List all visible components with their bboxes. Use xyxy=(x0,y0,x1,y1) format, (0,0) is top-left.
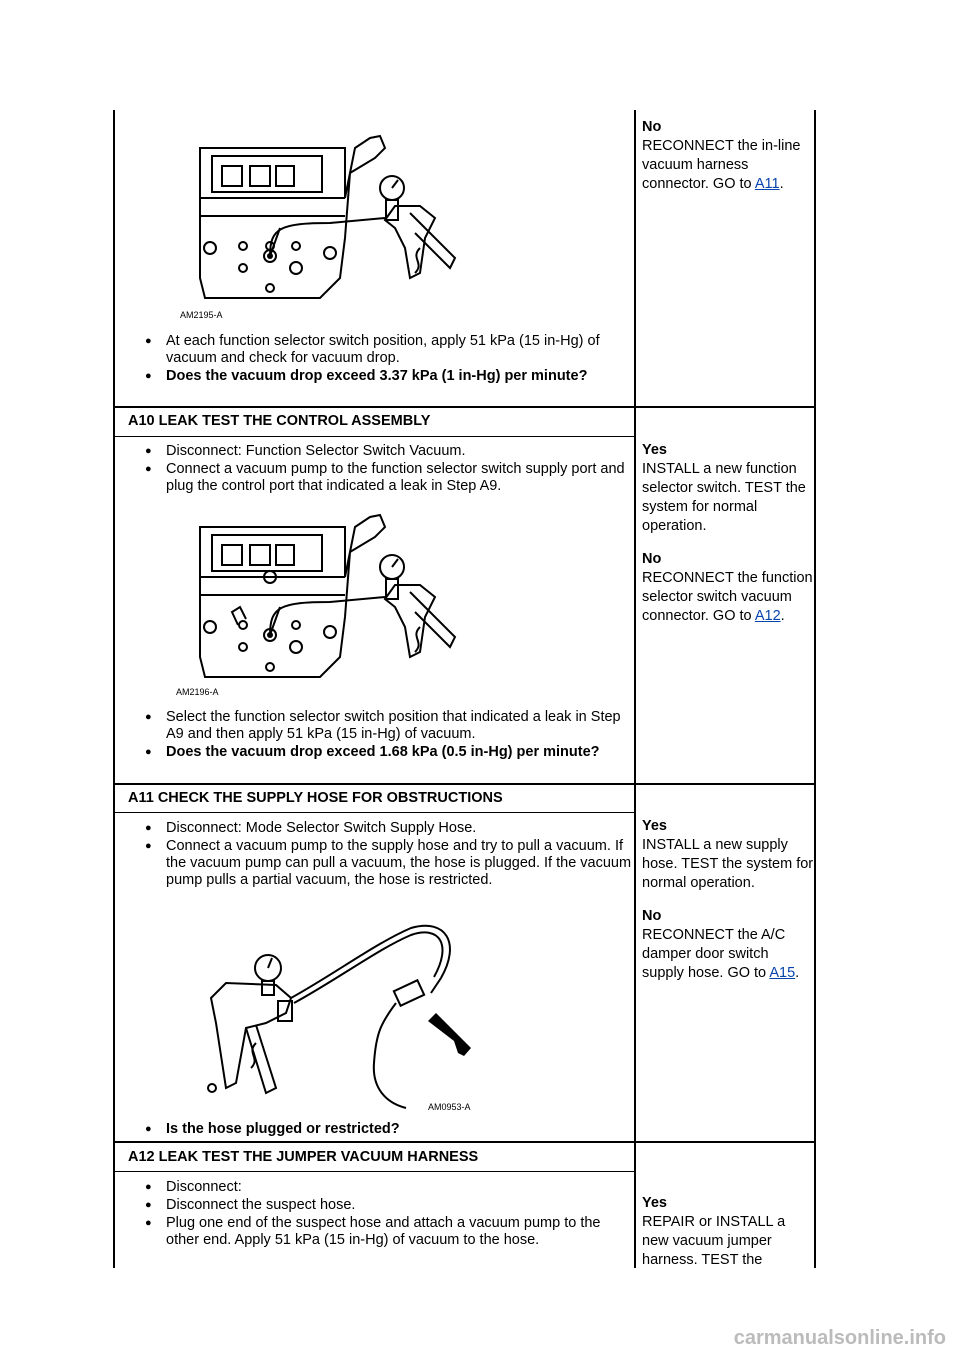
a12-yes-text: REPAIR or INSTALL a new vacuum jumper harness. TEST the xyxy=(642,1214,786,1268)
vacuum-test-figure-am2195 xyxy=(170,128,490,323)
a10-yes-label: Yes xyxy=(642,442,667,458)
a11-answer-cell: Yes INSTALL a new supply hose. TEST the system for normal operation. No RECONNECT the A/C damper door switch supply hose. GO to A15. xyxy=(642,818,814,981)
a12-answer-cell xyxy=(642,1194,814,1270)
a9-step-apply-vacuum: ● At each function selector switch position, apply 51 kPa (15 in-Hg) of vacuum and check for vacuum drop. xyxy=(128,333,634,367)
a10-step-disconnect: ● Disconnect: Function Selector Switch Vacuum. xyxy=(128,443,634,460)
figure-caption-am2195: AM2195-A xyxy=(180,310,223,320)
a11-step-disconnect: ● Disconnect: Mode Selector Switch Supply Hose. xyxy=(128,820,634,837)
a10-answer-cell: Yes INSTALL a new function selector switch. TEST the system for normal operation. No RECONNECT the function selector switch vacuum connector. GO to A12. xyxy=(642,442,813,624)
a12-yes-label: Yes xyxy=(642,1195,667,1211)
a9-steps-list xyxy=(128,333,634,386)
a10-steps-bottom xyxy=(128,709,634,762)
a12-step-disconnect: ● Disconnect: xyxy=(128,1179,634,1196)
a10-no-text: RECONNECT the function selector switch vacuum connector. GO to xyxy=(642,570,813,624)
a11-steps-top xyxy=(128,820,634,890)
a10-question: ● Does the vacuum drop exceed 1.68 kPa (0.5 in-Hg) per minute? xyxy=(128,744,634,761)
row-divider-a11 xyxy=(113,783,816,785)
a12-steps xyxy=(128,1179,634,1250)
table-right-border xyxy=(814,110,816,1268)
a10-header: A10 LEAK TEST THE CONTROL ASSEMBLY xyxy=(128,413,431,429)
a11-yes-text: INSTALL a new supply hose. TEST the system for normal operation. xyxy=(642,837,814,891)
a10-yes-text: INSTALL a new function selector switch. TEST the system for normal operation. xyxy=(642,461,806,534)
a12-step-plug-hose: ● Plug one end of the suspect hose and attach a vacuum pump to the other end. Apply 51 kPa (15 in-Hg) of vacuum to the hose. xyxy=(128,1215,634,1249)
figure-caption-am0953: AM0953-A xyxy=(428,1102,471,1112)
row-divider-a10 xyxy=(113,406,816,408)
table-middle-border xyxy=(634,110,636,1268)
site-watermark: carmanualsonline.info xyxy=(733,1327,946,1349)
a12-header: A12 LEAK TEST THE JUMPER VACUUM HARNESS xyxy=(128,1149,479,1165)
a11-yes-label: Yes xyxy=(642,818,667,834)
a11-no-text: RECONNECT the A/C damper door switch supply hose. GO to xyxy=(642,927,786,981)
link-a15[interactable]: A15 xyxy=(769,965,796,981)
table-left-border xyxy=(113,110,115,1268)
a12-step-disconnect-hose: ● Disconnect the suspect hose. xyxy=(128,1197,634,1214)
a9-question: ● Does the vacuum drop exceed 3.37 kPa (1 in-Hg) per minute? xyxy=(128,368,634,385)
a11-no-label: No xyxy=(642,908,662,924)
a9-no-text: RECONNECT the in-line vacuum harness connector. GO to xyxy=(642,138,801,192)
supply-hose-figure-am0953 xyxy=(196,913,496,1118)
header-divider-a11 xyxy=(113,812,634,813)
a11-question: ● Is the hose plugged or restricted? xyxy=(128,1121,634,1138)
a11-step-connect-pump: ● Connect a vacuum pump to the supply hose and try to pull a vacuum. If the vacuum pump can pull a vacuum, the hose is plugged. If the vacuum pump pulls a partial vacuum, the hose is restricted. xyxy=(128,838,634,889)
a9-answer-cell: No RECONNECT the in-line vacuum harness connector. GO to A11. xyxy=(642,118,814,194)
a11-steps-bottom xyxy=(128,1121,634,1139)
a10-step-connect-pump: ● Connect a vacuum pump to the function selector switch supply port and plug the control port that indicated a leak in Step A9. xyxy=(128,461,634,495)
link-a11[interactable]: A11 xyxy=(754,176,780,192)
row-divider-a12 xyxy=(113,1141,816,1143)
a10-no-label: No xyxy=(642,551,662,567)
a9-no-label: No xyxy=(642,119,662,135)
header-divider-a10 xyxy=(113,436,634,437)
a10-steps-top xyxy=(128,443,634,496)
vacuum-test-figure-am2196 xyxy=(170,507,490,702)
a10-step-select-position: ● Select the function selector switch position that indicated a leak in Step A9 and then apply 51 kPa (15 in-Hg) of vacuum. xyxy=(128,709,634,743)
a11-header: A11 CHECK THE SUPPLY HOSE FOR OBSTRUCTIONS xyxy=(128,790,503,806)
figure-caption-am2196: AM2196-A xyxy=(176,687,219,697)
header-divider-a12 xyxy=(113,1171,634,1172)
link-a12[interactable]: A12 xyxy=(754,608,781,624)
